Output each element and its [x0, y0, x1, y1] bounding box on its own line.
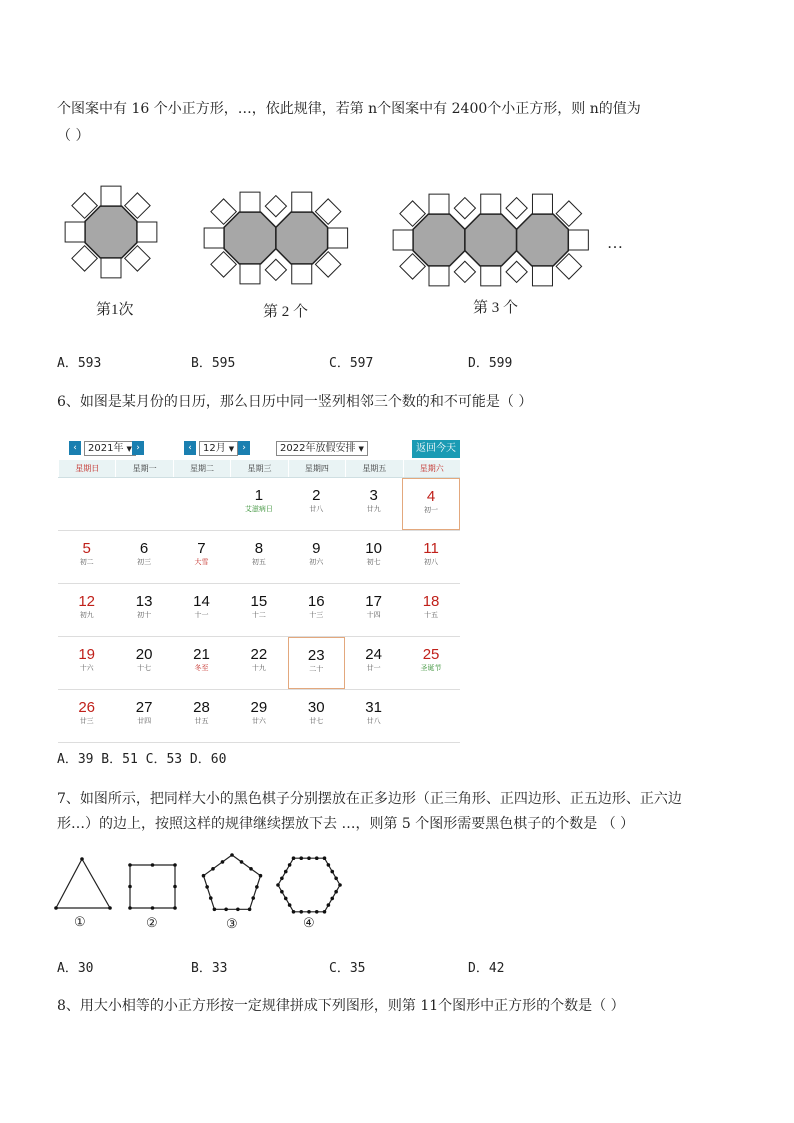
q5-ellipsis: … [607, 235, 623, 252]
lunar-date: 十三 [309, 611, 324, 619]
chess-piece-dot [338, 883, 342, 887]
chevron-down-icon: ▼ [228, 445, 235, 453]
chess-piece-dot [173, 906, 177, 910]
calendar-empty-cell [58, 478, 115, 530]
day-number: 14 [193, 593, 210, 610]
chess-piece-dot [249, 867, 253, 871]
chess-piece-dot [323, 856, 327, 860]
return-today-button[interactable]: 返回今天 [412, 440, 460, 458]
lunar-date: 廿六 [251, 717, 266, 725]
chess-piece-dot [323, 910, 327, 914]
lunar-date: 廿九 [366, 505, 381, 513]
small-square [265, 259, 286, 280]
small-square [506, 198, 527, 219]
chess-piece-dot [108, 906, 112, 910]
small-square [240, 192, 260, 212]
q7-label-2: ② [146, 915, 158, 930]
lunar-date: 大雪 [194, 558, 209, 566]
chess-piece-dot [276, 883, 280, 887]
day-number: 28 [193, 699, 210, 716]
calendar-day-cell[interactable] [115, 531, 172, 583]
chess-piece-dot [221, 860, 225, 864]
chess-piece-dot [251, 896, 255, 900]
lunar-date: 艾滋病日 [244, 505, 273, 513]
chess-piece-dot [334, 890, 338, 894]
pattern-3 [393, 194, 588, 286]
calendar-day-cell[interactable] [288, 637, 345, 689]
lunar-date: 初八 [424, 558, 439, 566]
chess-piece-dot [307, 856, 311, 860]
chess-piece-dot [80, 857, 84, 861]
calendar-day-cell[interactable] [115, 690, 172, 742]
chess-piece-dot [202, 874, 206, 878]
day-number: 16 [307, 593, 325, 610]
small-square [137, 222, 157, 242]
lunar-date: 十六 [79, 664, 94, 672]
day-number: 9 [312, 540, 321, 557]
chess-piece-dot [288, 903, 292, 907]
calendar-day-cell[interactable] [402, 637, 459, 689]
day-number: 23 [307, 647, 325, 664]
chess-piece-dot [288, 863, 292, 867]
chess-piece-dot [151, 906, 155, 910]
q5-caption-2: 第 2 个 [263, 304, 309, 320]
chess-piece-dot [280, 890, 284, 894]
small-square [454, 261, 475, 282]
calendar-empty-cell [173, 478, 230, 530]
lunar-date: 廿八 [366, 717, 381, 725]
polygon-outline [204, 855, 261, 909]
day-number: 10 [365, 540, 382, 557]
small-square [292, 264, 312, 284]
calendar-day-cell[interactable] [58, 531, 115, 583]
chess-piece-dot [299, 910, 303, 914]
calendar-day-cell[interactable] [230, 637, 287, 689]
chess-piece-dot [211, 867, 215, 871]
polygon-outline [56, 859, 110, 908]
q7-label-4: ④ [303, 915, 315, 930]
small-square [429, 194, 449, 214]
calendar-day-cell[interactable] [345, 584, 402, 636]
day-number: 6 [139, 540, 149, 557]
chess-piece-dot [205, 885, 209, 889]
pattern-2 [204, 192, 347, 284]
chess-piece-dot [330, 897, 334, 901]
chess-piece-dot [240, 860, 244, 864]
chess-piece-dot [230, 853, 234, 857]
chess-piece-dot [284, 897, 288, 901]
day-number: 3 [369, 487, 378, 504]
lunar-date: 廿七 [309, 717, 324, 725]
chess-piece-dot [299, 856, 303, 860]
calendar-day-cell[interactable] [115, 584, 172, 636]
small-square [532, 266, 552, 286]
small-square [481, 266, 501, 286]
chess-piece-dot [284, 870, 288, 874]
next-year-button[interactable]: › [132, 441, 144, 455]
chess-piece-dot [280, 877, 284, 881]
calendar-day-cell[interactable] [230, 531, 287, 583]
polygon-outline [130, 865, 175, 908]
year-select[interactable] [84, 441, 136, 456]
lunar-date: 初五 [251, 558, 266, 566]
small-square [532, 194, 552, 214]
q5-octagon-pattern-figure [55, 175, 655, 325]
pattern-1 [65, 186, 157, 278]
calendar-day-cell[interactable] [58, 690, 115, 742]
chevron-down-icon: ▼ [126, 445, 132, 453]
q5-caption-3: 第 3 个 [473, 300, 519, 316]
day-number: 7 [197, 540, 206, 557]
holiday-select[interactable] [276, 441, 368, 456]
lunar-date: 十二 [251, 611, 266, 619]
calendar-day-cell[interactable] [173, 637, 230, 689]
calendar-grid [58, 478, 460, 743]
calendar-day-cell[interactable] [230, 478, 287, 530]
day-number: 26 [78, 699, 96, 716]
day-number: 25 [422, 646, 440, 663]
month-select-value: 12月 [203, 443, 226, 454]
lunar-date: 初七 [366, 558, 381, 566]
lunar-date: 初十 [137, 611, 152, 619]
lunar-date: 十七 [137, 664, 152, 672]
calendar-day-cell[interactable] [230, 584, 287, 636]
lunar-date: 初二 [79, 558, 94, 566]
chess-piece-dot [54, 906, 58, 910]
lunar-date: 初六 [309, 558, 324, 566]
day-number: 22 [250, 646, 268, 663]
calendar-empty-cell [402, 690, 459, 742]
q5-option-c[interactable]: C．597 [329, 356, 374, 371]
chess-piece-dot [330, 870, 334, 874]
small-square [265, 196, 286, 217]
chess-piece-dot [259, 874, 263, 878]
gray-octagon [224, 212, 276, 264]
lunar-date: 十一 [194, 611, 209, 619]
prev-month-button[interactable]: ‹ [184, 441, 196, 455]
chess-piece-dot [315, 910, 319, 914]
q7-option-c[interactable]: C．35 [329, 961, 366, 976]
day-number: 5 [82, 540, 91, 557]
calendar-day-cell[interactable] [345, 690, 402, 742]
calendar-week-row [58, 531, 460, 584]
chevron-down-icon: ▼ [358, 445, 364, 453]
calendar-week-row [58, 584, 460, 637]
weekday-label: 星期五 [345, 460, 402, 477]
q5-text-line2: （ ） [57, 128, 90, 144]
q7-label-3: ③ [226, 916, 238, 931]
triangle-figure [54, 857, 112, 910]
q7-label-1: ① [74, 914, 86, 929]
day-number: 4 [426, 488, 436, 505]
day-number: 17 [365, 593, 382, 610]
chess-piece-dot [292, 910, 296, 914]
gray-octagon [413, 214, 465, 266]
lunar-date: 初一 [424, 506, 439, 514]
calendar-day-cell[interactable] [58, 584, 115, 636]
chess-piece-dot [248, 908, 252, 912]
day-number: 11 [423, 540, 439, 557]
chess-piece-dot [292, 856, 296, 860]
day-number: 12 [78, 593, 96, 610]
day-number: 8 [254, 540, 264, 557]
small-square [292, 192, 312, 212]
day-number: 24 [365, 646, 382, 663]
weekday-label: 星期四 [288, 460, 345, 477]
small-square [65, 222, 85, 242]
q5-option-b[interactable]: B．595 [191, 356, 236, 371]
day-number: 31 [365, 699, 382, 716]
hexagon-figure [276, 856, 342, 913]
q7-text-line2: 形…）的边上，按照这样的规律继续摆放下去 …，则第 5 个图形需要黑色棋子的个数是 （ ） [57, 816, 635, 832]
calendar-widget [58, 440, 460, 740]
chess-piece-dot [128, 863, 132, 867]
small-square [101, 258, 121, 278]
q7-text-line1: 7、如图所示，把同样大小的黑色棋子分别摆放在正多边形（正三角形、正四边形、正五边形、正六边 [57, 791, 682, 807]
calendar-day-cell[interactable] [58, 637, 115, 689]
chess-piece-dot [213, 908, 217, 912]
year-select-value: 2021年 [88, 443, 124, 454]
small-square [240, 264, 260, 284]
chess-piece-dot [173, 863, 177, 867]
day-number: 18 [422, 593, 440, 610]
holiday-select-value: 2022年放假安排 [280, 443, 356, 454]
day-number: 20 [135, 646, 153, 663]
q6-text: 6、如图是某月份的日历，那么日历中同一竖列相邻三个数的和不可能是（ ） [57, 394, 533, 410]
lunar-date: 廿一 [366, 664, 381, 672]
small-square [328, 228, 348, 248]
day-number: 19 [78, 646, 96, 663]
calendar-day-cell[interactable] [402, 531, 459, 583]
calendar-empty-cell [115, 478, 172, 530]
chess-piece-dot [173, 885, 177, 889]
q5-text-line1: 个图案中有 16 个小正方形，…，依此规律，若第 n个图案中有 2400个小正方形，则 n的值为 [57, 101, 641, 117]
chess-piece-dot [307, 910, 311, 914]
day-number: 29 [250, 699, 268, 716]
weekday-label: 星期一 [115, 460, 172, 477]
calendar-day-cell[interactable] [288, 531, 345, 583]
square-figure [128, 863, 177, 910]
small-square [101, 186, 121, 206]
q6-options[interactable]: A．39 B．51 C．53 D．60 [57, 752, 227, 767]
lunar-date: 初三 [137, 558, 152, 566]
calendar-week-row [58, 478, 460, 531]
pentagon-figure [202, 853, 263, 911]
calendar-day-cell[interactable] [288, 584, 345, 636]
calendar-week-row [58, 637, 460, 690]
small-square [204, 228, 224, 248]
calendar-day-cell[interactable] [173, 690, 230, 742]
day-number: 27 [135, 699, 153, 716]
day-number: 13 [135, 593, 153, 610]
calendar-day-cell[interactable] [288, 690, 345, 742]
gray-octagon [517, 214, 569, 266]
lunar-date: 廿五 [194, 717, 209, 725]
q7-option-a[interactable]: A．30 [57, 961, 94, 976]
gray-octagon [465, 214, 517, 266]
gray-octagon [85, 206, 137, 258]
lunar-date: 廿三 [79, 717, 94, 725]
weekday-label: 星期三 [230, 460, 287, 477]
calendar-day-cell[interactable] [402, 478, 459, 530]
calendar-day-cell[interactable] [402, 584, 459, 636]
chess-piece-dot [334, 877, 338, 881]
chess-piece-dot [327, 863, 331, 867]
lunar-date: 圣诞节 [420, 664, 442, 672]
small-square [568, 230, 588, 250]
next-month-button[interactable]: › [238, 441, 250, 455]
calendar-day-cell[interactable] [345, 637, 402, 689]
lunar-date: 十五 [424, 611, 439, 619]
calendar-day-cell[interactable] [345, 478, 402, 530]
lunar-date: 十九 [251, 664, 266, 672]
chess-piece-dot [128, 906, 132, 910]
month-select[interactable] [199, 441, 238, 456]
weekday-label: 星期二 [173, 460, 230, 477]
calendar-day-cell[interactable] [230, 690, 287, 742]
day-number: 1 [254, 487, 264, 504]
day-number: 21 [193, 646, 210, 663]
chess-piece-dot [209, 896, 213, 900]
calendar-week-row [58, 690, 460, 743]
calendar-toolbar [58, 440, 460, 460]
small-square [506, 261, 527, 282]
day-number: 15 [250, 593, 268, 610]
chess-piece-dot [151, 863, 155, 867]
small-square [481, 194, 501, 214]
prev-year-button[interactable]: ‹ [69, 441, 81, 455]
q5-caption-1: 第1次 [96, 302, 134, 318]
lunar-date: 十四 [366, 611, 381, 619]
chess-piece-dot [315, 856, 319, 860]
chess-piece-dot [128, 885, 132, 889]
lunar-date: 廿四 [137, 717, 152, 725]
q8-text: 8、用大小相等的小正方形按一定规律拼成下列图形，则第 11个图形中正方形的个数是（ ） [57, 998, 625, 1014]
chess-piece-dot [255, 885, 259, 889]
calendar-day-cell[interactable] [115, 637, 172, 689]
chess-piece-dot [327, 903, 331, 907]
weekday-label: 星期六 [403, 460, 460, 477]
lunar-date: 二十 [309, 665, 324, 673]
chess-piece-dot [224, 908, 228, 912]
weekday-label: 星期日 [58, 460, 115, 477]
small-square [393, 230, 413, 250]
q5-option-d[interactable]: D．599 [468, 356, 513, 371]
gray-octagon [276, 212, 328, 264]
q5-option-a[interactable]: A．593 [57, 356, 102, 371]
calendar-day-cell[interactable] [173, 584, 230, 636]
day-number: 30 [307, 699, 325, 716]
small-square [429, 266, 449, 286]
day-number: 2 [312, 487, 321, 504]
calendar-weekday-header [58, 460, 460, 478]
small-square [454, 198, 475, 219]
q7-option-b[interactable]: B．33 [191, 961, 228, 976]
q7-option-d[interactable]: D．42 [468, 961, 505, 976]
calendar-day-cell[interactable] [288, 478, 345, 530]
chess-piece-dot [236, 908, 240, 912]
calendar-day-cell[interactable] [173, 531, 230, 583]
lunar-date: 初九 [79, 611, 94, 619]
lunar-date: 廿八 [309, 505, 324, 513]
polygon-outline [278, 858, 340, 912]
calendar-day-cell[interactable] [345, 531, 402, 583]
lunar-date: 冬至 [194, 664, 209, 672]
